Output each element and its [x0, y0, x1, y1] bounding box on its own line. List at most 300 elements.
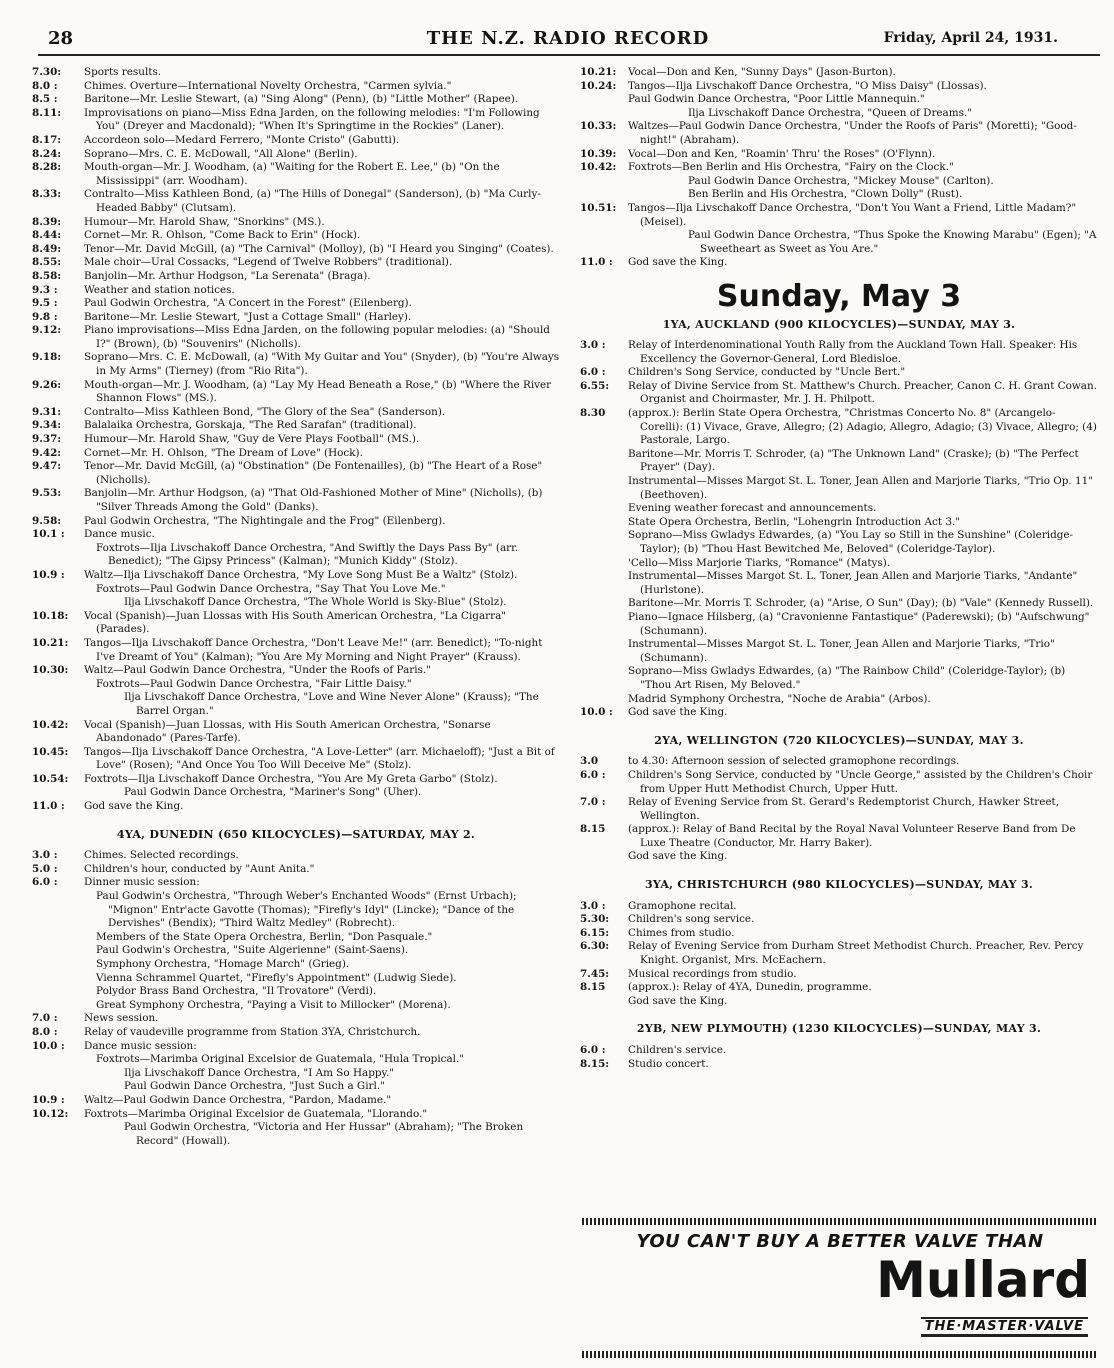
entry-time: 6.55: — [580, 379, 610, 392]
entry-time: 3.0 : — [32, 849, 58, 862]
programme-entry — [580, 940, 1098, 967]
entry-text — [84, 80, 560, 94]
programme-list-2ya — [580, 755, 1098, 864]
entry-text — [84, 1012, 560, 1026]
entry-time: 10.0 : — [32, 1039, 65, 1052]
programme-entry — [32, 256, 560, 270]
entry-line: (approx.): Relay of 4YA, Dunedin, programme. — [628, 981, 872, 994]
entry-text — [96, 985, 560, 999]
entry-text — [96, 542, 560, 569]
entry-line: Foxtrots—Marimba Original Excelsior de Guatemala, "Hula Tropical." — [96, 1053, 465, 1066]
entry-time: 8.24: — [32, 147, 62, 160]
entry-line: Musical recordings from studio. — [628, 967, 797, 980]
entry-time: 6.0 : — [32, 876, 58, 889]
ad-top-border — [582, 1218, 1098, 1225]
entry-time: 6.0 : — [580, 366, 606, 379]
entry-line: Humour—Mr. Harold Shaw, "Snorkins" (MS.). — [84, 215, 325, 228]
entry-text — [628, 380, 1098, 407]
programme-entry — [32, 433, 560, 447]
left-programme-list — [32, 66, 560, 814]
entry-line: Baritone—Mr. Morris T. Schroder, (a) "The Unknown Land" (Craske); (b) "The Perfect Prayer" (Day). — [628, 447, 1079, 474]
programme-entry — [32, 863, 560, 877]
entry-line: Baritone—Mr. Leslie Stewart, (a) "Sing Along" (Penn), (b) "Little Mother" (Rapee). — [84, 93, 519, 106]
entry-text — [628, 706, 1098, 720]
programme-entry — [32, 1040, 560, 1054]
entry-time: 8.0 : — [32, 79, 58, 92]
entry-time: 9.26: — [32, 378, 62, 391]
entry-time: 10.51: — [580, 201, 617, 214]
entry-line: Tenor—Mr. David McGill, (a) "The Carnival" (Molloy), (b) "I Heard you Singing" (Coates). — [84, 242, 554, 255]
entry-line: Relay of vaudeville programme from Station 3YA, Christchurch. — [84, 1025, 421, 1038]
entry-text — [124, 1121, 560, 1148]
entry-text — [688, 107, 1098, 121]
entry-text — [628, 981, 1098, 995]
entry-time: 3.0 : — [580, 899, 606, 912]
entry-text — [84, 134, 560, 148]
entry-line: Paul Godwin Orchestra, "The Nightingale and the Frog" (Eilenberg). — [84, 514, 446, 527]
programme-entry — [32, 800, 560, 814]
entry-text — [628, 611, 1098, 638]
entry-text — [84, 284, 560, 298]
entry-text — [628, 339, 1098, 366]
left-column — [32, 66, 560, 1148]
entry-time: 8.17: — [32, 133, 62, 146]
entry-time: 7.45: — [580, 967, 610, 980]
entry-line: Gramophone recital. — [628, 899, 737, 912]
entry-line: Soprano—Miss Gwladys Edwardes, (a) "The Rainbow Child" (Coleridge-Taylor); (b) "Thou Art Risen, My Beloved." — [628, 665, 1066, 691]
entry-text — [628, 570, 1098, 597]
entry-text — [628, 823, 1098, 850]
programme-entry — [32, 542, 560, 569]
programme-entry — [32, 786, 560, 800]
entry-time: 10.1 : — [32, 528, 65, 541]
programme-entry — [32, 419, 560, 433]
entry-line: Tangos—Ilja Livschakoff Dance Orchestra, "O Miss Daisy" (Llossas). — [628, 79, 987, 92]
entry-text — [628, 769, 1098, 796]
masthead: THE N.Z. RADIO RECORD — [426, 28, 710, 49]
entry-text — [84, 569, 560, 583]
programme-entry — [32, 596, 560, 610]
entry-time: 9.3 : — [32, 283, 58, 296]
entry-text — [84, 406, 560, 420]
entry-text — [84, 447, 560, 461]
entry-line: Instrumental—Misses Margot St. L. Toner, Jean Allen and Marjorie Tiarks, "Trio Op. 11" (Beethoven). — [628, 475, 1094, 501]
programme-entry — [32, 849, 560, 863]
entry-text — [628, 448, 1098, 475]
entry-text — [628, 597, 1098, 611]
programme-entry — [580, 380, 1098, 407]
entry-line: Children's Song Service, conducted by "Uncle Bert." — [628, 366, 906, 379]
programme-entry — [32, 134, 560, 148]
mullard-advertisement — [582, 1218, 1098, 1358]
programme-entry — [32, 216, 560, 230]
entry-time: 9.42: — [32, 446, 62, 459]
section-heading-1ya: 1YA, AUCKLAND (900 KILOCYCLES)—SUNDAY, MAY 3. — [662, 317, 1016, 331]
entry-line: Children's hour, conducted by "Aunt Anita." — [84, 862, 315, 875]
entry-time: 9.47: — [32, 460, 62, 473]
programme-entry — [32, 311, 560, 325]
programme-entry — [580, 823, 1098, 850]
entry-text — [628, 529, 1098, 556]
programme-entry — [580, 529, 1098, 556]
entry-line: Children's service. — [628, 1044, 727, 1056]
programme-entry — [580, 769, 1098, 796]
programme-entry — [32, 460, 560, 487]
entry-line: State Opera Orchestra, Berlin, "Lohengrin Introduction Act 3." — [628, 515, 961, 528]
entry-time: 8.15 — [580, 981, 606, 994]
entry-line: Paul Godwin Dance Orchestra, "Mariner's Song" (Uher). — [124, 786, 422, 799]
entry-line: Soprano—Miss Gwladys Edwardes, (a) "You Lay so Still in the Sunshine" (Coleridge-Taylor); (b) "Thou Hast Bewitched Me, Beloved" (Coleridge-Taylor). — [628, 529, 1074, 555]
programme-entry — [32, 569, 560, 583]
entry-text — [84, 297, 560, 311]
entry-text — [628, 1058, 1098, 1072]
entry-text — [84, 161, 560, 188]
entry-text — [628, 968, 1098, 982]
entry-time: 6.15: — [580, 926, 610, 939]
section-heading-2yb: 2YB, NEW PLYMOUTH) (1230 KILOCYCLES)—SUNDAY, MAY 3. — [636, 1022, 1042, 1036]
entry-line: Cornet—Mr. H. Ohlson, "The Dream of Love" (Hock). — [84, 446, 363, 459]
entry-line: Foxtrots—Paul Godwin Dance Orchestra, "Fair Little Daisy." — [96, 677, 412, 690]
programme-entry — [580, 995, 1098, 1009]
entry-text — [84, 876, 560, 890]
programme-entry — [580, 570, 1098, 597]
programme-entry — [32, 1108, 560, 1122]
entry-time: 8.15 — [580, 823, 606, 836]
programme-entry — [580, 693, 1098, 707]
entry-line: Dinner music session: — [84, 876, 200, 889]
programme-entry — [580, 148, 1098, 162]
entry-time: 8.44: — [32, 229, 62, 242]
entry-line: Relay of Evening Service from St. Gerard's Redemptorist Church, Hawker Street, Wellington. — [628, 796, 1060, 822]
entry-time: 5.30: — [580, 913, 610, 926]
programme-entry — [580, 175, 1098, 189]
programme-entry — [580, 366, 1098, 380]
entry-text — [628, 80, 1098, 94]
ad-tagline: THE·MASTER·VALVE — [921, 1317, 1088, 1337]
entry-text — [628, 407, 1098, 448]
entry-line: Paul Godwin Orchestra, "Victoria and Her Hussar" (Abraham); "The Broken Record" (Howall). — [124, 1121, 524, 1147]
entry-text — [84, 1094, 560, 1108]
programme-entry — [32, 1026, 560, 1040]
entry-line: Sports results. — [84, 66, 162, 78]
programme-entry — [32, 324, 560, 351]
programme-entry — [580, 256, 1098, 270]
entry-text — [628, 850, 1098, 864]
entry-line: Waltz—Paul Godwin Dance Orchestra, "Under the Roofs of Paris." — [84, 664, 431, 677]
entry-time: 8.11: — [32, 106, 62, 119]
entry-time: 10.45: — [32, 745, 69, 758]
programme-entry — [32, 1067, 560, 1081]
programme-entry — [32, 66, 560, 80]
entry-time: 9.58: — [32, 514, 62, 527]
programme-entry — [32, 944, 560, 958]
entry-line: Contralto—Miss Kathleen Bond, (a) "The Hills of Donegal" (Sanderson), (b) "Ma Curly-Headed Babby" (Clutsam). — [84, 188, 541, 214]
programme-list-1ya — [580, 339, 1098, 720]
entry-text — [84, 243, 560, 257]
programme-list-3ya — [580, 900, 1098, 1009]
entry-line: Polydor Brass Band Orchestra, "Il Trovatore" (Verdi). — [96, 985, 377, 998]
entry-line: Waltz—Paul Godwin Dance Orchestra, "Pardon, Madame." — [84, 1093, 392, 1106]
entry-text — [628, 148, 1098, 162]
entry-time: 8.28: — [32, 161, 62, 174]
entry-line: Soprano—Mrs. C. E. McDowall, "All Alone" (Berlin). — [84, 147, 358, 160]
programme-entry — [580, 796, 1098, 823]
entry-text — [124, 691, 560, 718]
entry-text — [84, 1026, 560, 1040]
entry-text — [96, 931, 560, 945]
entry-text — [628, 900, 1098, 914]
entry-text — [628, 366, 1098, 380]
ad-bottom-border — [582, 1351, 1098, 1358]
entry-line: Madrid Symphony Orchestra, "Noche de Arabia" (Arbos). — [628, 692, 931, 705]
programme-entry — [32, 243, 560, 257]
programme-entry — [580, 339, 1098, 366]
programme-entry — [32, 161, 560, 188]
entry-text — [84, 229, 560, 243]
programme-entry — [580, 981, 1098, 995]
right-column — [580, 66, 1098, 1071]
programme-entry — [32, 270, 560, 284]
entry-line: Ilja Livschakoff Dance Orchestra, "Love and Wine Never Alone" (Krauss); "The Barrel Organ." — [124, 691, 539, 717]
programme-entry — [32, 1012, 560, 1026]
entry-line: Paul Godwin Dance Orchestra, "Just Such a Girl." — [124, 1080, 385, 1093]
entry-time: 10.18: — [32, 609, 69, 622]
entry-line: God save the King. — [84, 800, 184, 813]
entry-line: Dance music. — [84, 528, 155, 541]
programme-entry — [32, 691, 560, 718]
entry-time: 8.33: — [32, 188, 62, 201]
programme-entry — [580, 557, 1098, 571]
entry-text — [628, 557, 1098, 571]
entry-line: Vocal (Spanish)—Juan Llossas with His South American Orchestra, "La Cigarra" (Parades). — [84, 609, 507, 636]
entry-line: Chimes from studio. — [628, 926, 735, 939]
programme-entry — [32, 773, 560, 787]
entry-line: News session. — [84, 1012, 159, 1025]
entry-text — [628, 755, 1098, 769]
entry-time: 8.39: — [32, 215, 62, 228]
programme-list-4ya — [32, 849, 560, 1148]
entry-line: Vienna Schrammel Quartet, "Firefly's Appointment" (Ludwig Siede). — [96, 971, 457, 984]
entry-line: Foxtrots—Ilja Livschakoff Dance Orchestra, "And Swiftly the Days Pass By" (arr. Benedict); "The Gipsy Princess" (Kalman); "Munich Kiddy" (Stolz). — [96, 541, 519, 568]
entry-line: Accordeon solo—Medard Ferrero, "Monte Cristo" (Gabutti). — [84, 133, 400, 146]
programme-entry — [32, 958, 560, 972]
entry-text — [628, 516, 1098, 530]
programme-entry — [32, 664, 560, 678]
entry-line: Tangos—Ilja Livschakoff Dance Orchestra, "Don't Leave Me!" (arr. Benedict); "To-night I've Dreamt of You" (Kalman); "You Are My Morning and Night Prayer" (Krauss). — [84, 636, 543, 663]
entry-time: 8.30 — [580, 407, 606, 420]
entry-time: 10.24: — [580, 79, 617, 92]
programme-entry — [32, 678, 560, 692]
programme-entry — [580, 597, 1098, 611]
entry-text — [84, 1040, 560, 1054]
entry-line: Relay of Interdenominational Youth Rally from the Auckland Town Hall. Speaker: His Excellency the Governor-General, Lord Bledisloe. — [628, 339, 1078, 365]
programme-entry — [580, 755, 1098, 769]
programme-entry — [32, 746, 560, 773]
entry-line: God save the King. — [628, 706, 728, 719]
programme-entry — [32, 876, 560, 890]
entry-text — [688, 175, 1098, 189]
entry-time: 10.54: — [32, 772, 69, 785]
programme-entry — [32, 229, 560, 243]
entry-line: Banjolin—Mr. Arthur Hodgson, "La Serenata" (Braga). — [84, 269, 371, 282]
entry-time: 10.42: — [580, 161, 617, 174]
entry-line: Contralto—Miss Kathleen Bond, "The Glory of the Sea" (Sanderson). — [84, 405, 446, 418]
programme-entry — [580, 107, 1098, 121]
entry-line: Foxtrots—Marimba Original Excelsior de Guatemala, "Llorando." — [84, 1107, 428, 1120]
programme-entry — [32, 107, 560, 134]
entry-time: 10.42: — [32, 718, 69, 731]
entry-line: Mouth-organ—Mr. J. Woodham, (a) "Waiting for the Robert E. Lee," (b) "On the Mississippi" (arr. Woodham). — [84, 161, 500, 187]
entry-line: Ben Berlin and His Orchestra, "Clown Dolly" (Rust). — [688, 188, 963, 201]
section-heading-2ya: 2YA, WELLINGTON (720 KILOCYCLES)—SUNDAY, MAY 3. — [654, 733, 1024, 747]
entry-text — [688, 188, 1098, 202]
entry-time: 9.53: — [32, 487, 62, 500]
entry-text — [96, 583, 560, 597]
entry-line: 'Cello—Miss Marjorie Tiarks, "Romance" (Matys). — [628, 556, 891, 569]
programme-entry — [580, 665, 1098, 692]
entry-text — [84, 419, 560, 433]
entry-line: (approx.): Relay of Band Recital by the Royal Naval Volunteer Reserve Band from De Luxe Theatre (Conductor, Mr. Harry Baker). — [628, 823, 1076, 849]
programme-entry — [580, 475, 1098, 502]
programme-entry — [32, 985, 560, 999]
entry-text — [84, 849, 560, 863]
entry-time: 8.49: — [32, 242, 62, 255]
entry-line: Foxtrots—Paul Godwin Dance Orchestra, "Say That You Love Me." — [96, 582, 446, 595]
programme-entry — [32, 999, 560, 1013]
entry-line: Paul Godwin's Orchestra, "Suite Algerienne" (Saint-Saens). — [96, 944, 409, 957]
programme-entry — [580, 638, 1098, 665]
entry-time: 7.0 : — [32, 1012, 58, 1025]
entry-line: Ilja Livschakoff Dance Orchestra, "The Whole World is Sky-Blue" (Stolz). — [124, 596, 507, 609]
programme-entry — [580, 913, 1098, 927]
right-programme-list — [580, 66, 1098, 270]
entry-line: Studio concert. — [628, 1057, 709, 1070]
programme-entry — [32, 297, 560, 311]
entry-text — [84, 487, 560, 514]
entry-line: Paul Godwin Dance Orchestra, "Thus Spoke the Knowing Marabu" (Egen); "A Sweetheart as Sweet as You Are." — [688, 229, 1097, 255]
programme-entry — [32, 284, 560, 298]
issue-date: Friday, April 24, 1931. — [883, 30, 1058, 46]
entry-time: 10.9 : — [32, 568, 65, 581]
entry-time: 10.33: — [580, 120, 617, 133]
entry-time: 10.12: — [32, 1107, 69, 1120]
programme-entry — [580, 448, 1098, 475]
programme-entry — [580, 120, 1098, 147]
entry-line: Ilja Livschakoff Dance Orchestra, "I Am So Happy." — [124, 1066, 395, 1079]
entry-text — [628, 475, 1098, 502]
entry-line: Baritone—Mr. Morris T. Schroder, (a) "Arise, O Sun" (Day); (b) "Vale" (Kennedy Russell). — [628, 597, 1094, 610]
entry-time: 6.0 : — [580, 1044, 606, 1056]
entry-time: 9.18: — [32, 351, 62, 364]
entry-line: Paul Godwin's Orchestra, "Through Weber's Enchanted Woods" (Ernst Urbach); "Mignon" Entr'acte Gavotte (Thomas); "Firefly's Idyl" (Lincke); "Dance of the Dervishes" (Bendix); "Third Waltz Medley" (Robrecht). — [96, 890, 517, 930]
entry-text — [628, 693, 1098, 707]
entry-text — [628, 1044, 1098, 1058]
entry-line: Waltzes—Paul Godwin Dance Orchestra, "Under the Roofs of Paris" (Moretti); "Good-night!" (Abraham). — [628, 120, 1077, 146]
entry-line: Paul Godwin Orchestra, "A Concert in the Forest" (Eilenberg). — [84, 297, 412, 310]
entry-time: 6.0 : — [580, 768, 606, 781]
entry-time: 9.31: — [32, 405, 62, 418]
entry-text — [84, 379, 560, 406]
entry-line: God save the King. — [628, 256, 728, 269]
entry-text — [84, 1108, 560, 1122]
entry-time: 10.9 : — [32, 1093, 65, 1106]
programme-entry — [32, 931, 560, 945]
programme-entry — [580, 161, 1098, 175]
entry-text — [84, 460, 560, 487]
ad-brand-logo: Mullard — [876, 1251, 1090, 1309]
entry-line: Dance music session: — [84, 1039, 197, 1052]
entry-line: Tangos—Ilja Livschakoff Dance Orchestra, "Don't You Want a Friend, Little Madam?" (Meisel). — [628, 201, 1077, 228]
entry-text — [628, 940, 1098, 967]
entry-text — [628, 796, 1098, 823]
entry-text — [84, 256, 560, 270]
entry-line: Humour—Mr. Harold Shaw, "Guy de Vere Plays Football" (MS.). — [84, 433, 420, 446]
entry-line: God save the King. — [628, 850, 728, 863]
entry-line: Paul Godwin Dance Orchestra, "Mickey Mouse" (Carlton). — [688, 174, 994, 187]
programme-entry — [580, 407, 1098, 448]
entry-time: 6.30: — [580, 940, 610, 953]
programme-entry — [32, 637, 560, 664]
entry-line: Banjolin—Mr. Arthur Hodgson, (a) "That Old-Fashioned Mother of Mine" (Nicholls), (b) "Silver Threads Among the Gold" (Danks). — [84, 487, 543, 513]
entry-time: 9.12: — [32, 324, 62, 337]
entry-line: Relay of Evening Service from Durham Street Methodist Church. Preacher, Rev. Percy Knight. Organist, Mrs. McEachern. — [628, 940, 1084, 967]
programme-entry — [580, 93, 1098, 107]
programme-entry — [32, 528, 560, 542]
programme-entry — [32, 972, 560, 986]
entry-line: Members of the State Opera Orchestra, Berlin, "Don Pasquale." — [96, 930, 433, 943]
entry-line: Piano improvisations—Miss Edna Jarden, on the following popular melodies: (a) "Should I?" (Brown), (b) "Souvenirs" (Nicholls). — [84, 324, 550, 350]
entry-text — [84, 746, 560, 773]
entry-text — [124, 1080, 560, 1094]
entry-text — [96, 972, 560, 986]
entry-text — [96, 678, 560, 692]
programme-entry — [580, 900, 1098, 914]
entry-text — [84, 863, 560, 877]
entry-time: 9.34: — [32, 419, 62, 432]
programme-entry — [32, 188, 560, 215]
entry-text — [84, 433, 560, 447]
header-rule — [38, 54, 1100, 56]
entry-text — [628, 638, 1098, 665]
entry-line: Balalaika Orchestra, Gorskaja, "The Red Sarafan" (traditional). — [84, 419, 417, 432]
entry-time: 8.15: — [580, 1057, 610, 1070]
ad-slogan: YOU CAN'T BUY A BETTER VALVE THAN — [636, 1231, 1044, 1252]
entry-text — [84, 66, 560, 80]
entry-time: 7.30: — [32, 66, 62, 78]
entry-time: 10.39: — [580, 147, 617, 160]
entry-line: to 4.30: Afternoon session of selected gramophone recordings. — [628, 755, 960, 768]
programme-entry — [580, 229, 1098, 256]
entry-line: Instrumental—Misses Margot St. L. Toner, Jean Allen and Marjorie Tiarks, "Andante" (Hurlstone). — [628, 570, 1078, 596]
programme-entry — [32, 719, 560, 746]
programme-entry — [32, 1094, 560, 1108]
programme-entry — [32, 1121, 560, 1148]
entry-text — [124, 596, 560, 610]
programme-entry — [32, 351, 560, 378]
entry-text — [628, 665, 1098, 692]
entry-text — [84, 773, 560, 787]
programme-entry — [32, 1053, 560, 1067]
programme-entry — [580, 188, 1098, 202]
entry-text — [84, 324, 560, 351]
entry-text — [84, 637, 560, 664]
programme-entry — [32, 93, 560, 107]
entry-line: Improvisations on piano—Miss Edna Jarden, on the following melodies: "I'm Following You" (Dreyer and Macdonald); "When It's Springtime in the Rockies" (Laner). — [84, 106, 540, 133]
programme-entry — [32, 406, 560, 420]
entry-text — [96, 944, 560, 958]
entry-line: Children's Song Service, conducted by "Uncle George," assisted by the Children's Choir from Upper Hutt Methodist Church, Upper Hutt. — [628, 768, 1093, 795]
entry-text — [628, 502, 1098, 516]
